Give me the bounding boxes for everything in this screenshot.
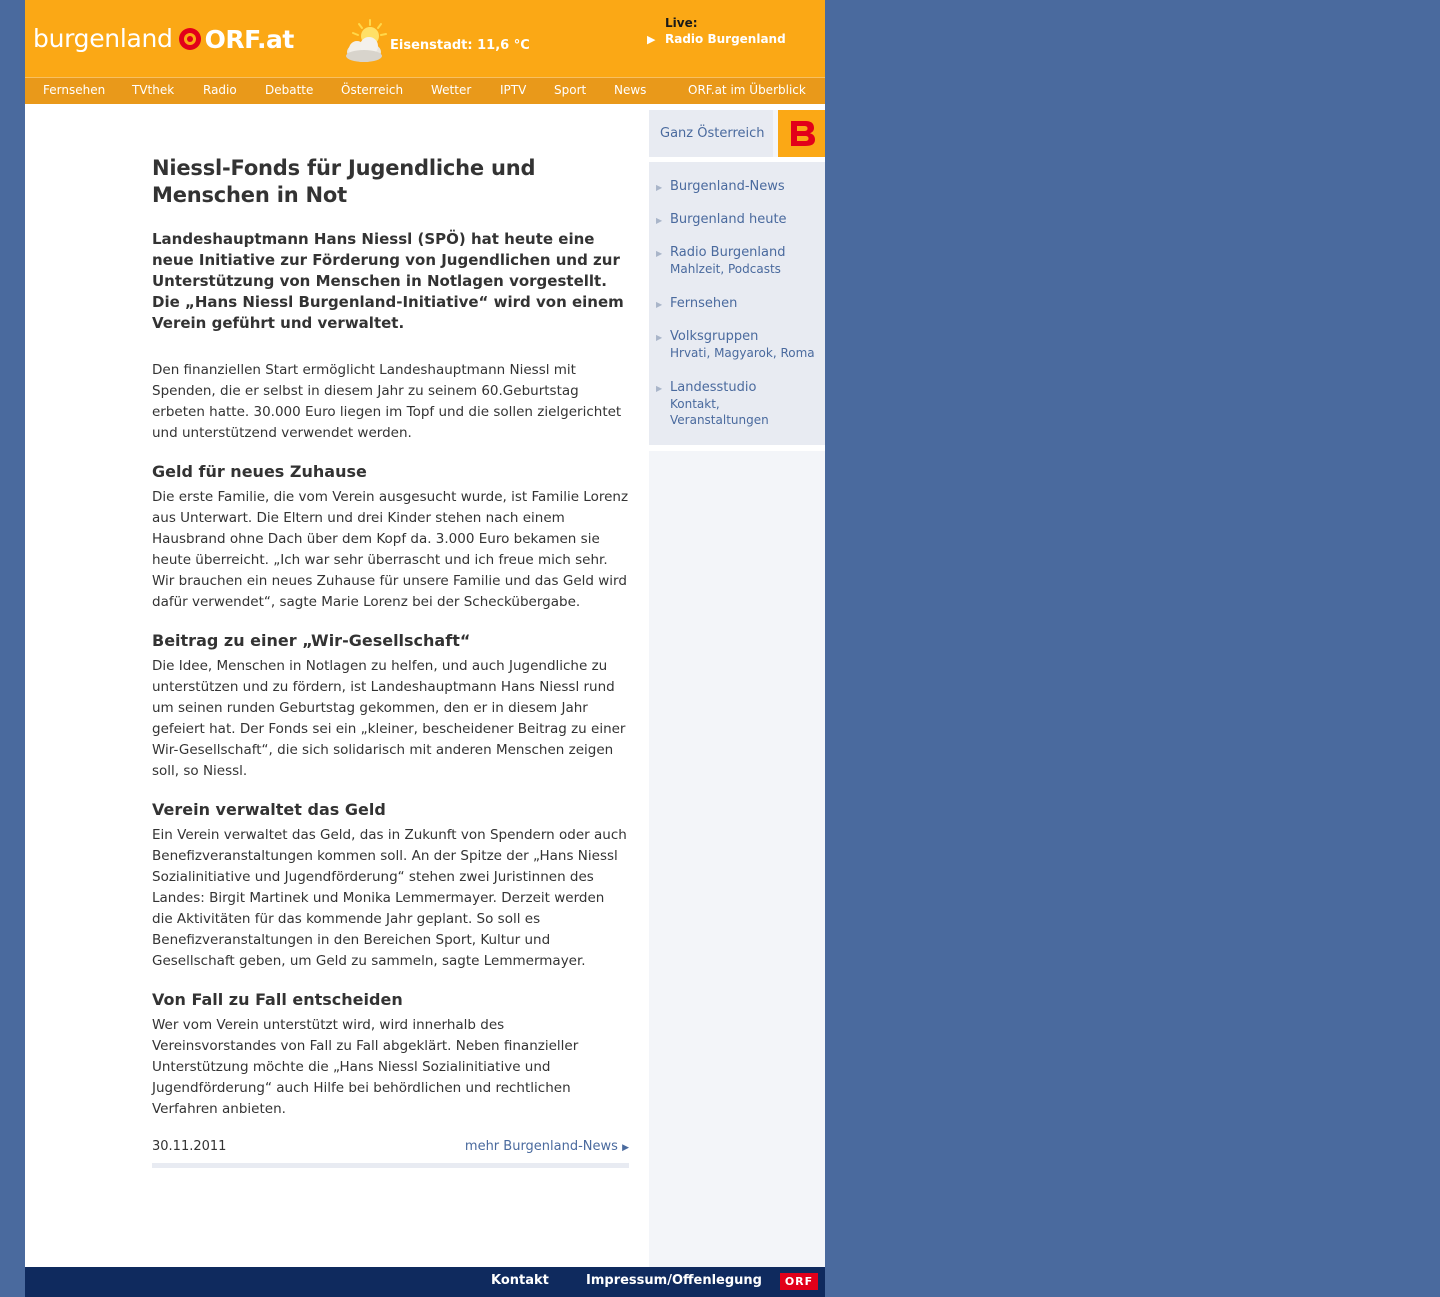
article-intro: Den finanziellen Start ermöglicht Landeshauptmann Niessl mit Spenden, die er selbst in diesem Jahr zu seinem 60.Geburtstag erbeten hatte. 30.000 Euro liegen im Topf und die sollen zielgerichtet und unterstützend verwendet werden. (152, 362, 622, 441)
article (152, 155, 629, 1168)
bullet-arrow-icon: ▶ (656, 216, 663, 225)
live-label: Live: (665, 16, 698, 30)
sidebar-item-label: Radio Burgenland (670, 245, 786, 260)
orf-eye-icon (179, 28, 201, 50)
section-heading: Von Fall zu Fall entscheiden (152, 990, 403, 1009)
footer (25, 1267, 825, 1297)
sidebar-item-sub: Mahlzeit, Podcasts (670, 262, 781, 276)
sidebar-item-fernsehen[interactable] (656, 295, 738, 312)
play-arrow-icon: ▶ (647, 33, 656, 46)
more-news-link[interactable] (465, 1139, 629, 1154)
sidebar-item-landesstudio[interactable] (656, 379, 810, 428)
nav-tvthek[interactable]: TVthek (132, 83, 175, 97)
section-text: Ein Verein verwaltet das Geld, das in Zukunft von Spendern oder auch Benefizveranstaltungen kommen soll. An der Spitze der „Hans Niessl Sozialinitiative und Jugendförderung“ stehen zwei Juristinnen des Landes: Birgit Martinek und Monika Lemmermayer. Derzeit werden die Aktivitäten für das kommende Jahr geplant. So soll es Benefizveranstaltungen in den Bereichen Sport, Kultur und Gesellschaft geben, um Geld zu sammeln, sagte Lemmermayer. (152, 827, 627, 969)
orf-wordmark (205, 25, 294, 54)
live-radio (647, 16, 786, 46)
bullet-arrow-icon: ▶ (656, 300, 663, 309)
nav-fernsehen[interactable]: Fernsehen (43, 83, 106, 97)
nav-debatte[interactable]: Debatte (265, 83, 314, 97)
sidebar-item-label: Burgenland-News (670, 179, 785, 194)
bullet-arrow-icon: ▶ (656, 249, 663, 258)
orf-footer-logo[interactable]: ORF (780, 1273, 818, 1290)
section-text: Die Idee, Menschen in Notlagen zu helfen, und auch Jugendliche zu unterstützen und zu fördern, ist Landeshauptmann Hans Niessl rund um seinen runden Geburtstag gekommen, den er in diesem Jahr gefeiert hat. Der Fonds sei ein „kleiner, bescheidener Beitrag zu einer Wir-Gesellschaft“, die sich solidarisch mit anderen Menschen zeigen soll, so Niessl. (152, 658, 626, 779)
section-heading: Beitrag zu einer „Wir-Gesellschaft“ (152, 631, 471, 650)
sidebar-item-label: Landesstudio (670, 380, 757, 395)
footer-kontakt-link[interactable]: Kontakt (491, 1273, 549, 1288)
sidebar-item-sub: Hrvati, Magyarok, Roma (670, 346, 815, 360)
orf-wordmark-main: ORF (204, 24, 258, 54)
nav-oesterreich[interactable]: Österreich (341, 83, 404, 97)
nav-news[interactable]: News (614, 83, 647, 97)
sidebar-item-label: Fernsehen (670, 296, 738, 311)
weather-text: Eisenstadt: 11,6 °C (390, 37, 530, 53)
nav-radio[interactable]: Radio (203, 83, 237, 97)
header (25, 0, 825, 77)
sidebar-item-burgenland-news[interactable] (656, 178, 785, 195)
article-footer (152, 1139, 629, 1168)
brand-name: burgenland (33, 24, 173, 53)
sidebar-item-radio-burgenland[interactable] (656, 244, 786, 277)
nav-iptv[interactable]: IPTV (500, 83, 527, 97)
article-title: Niessl-Fonds für Jugendliche und Menschen in Not (152, 156, 536, 207)
arrow-right-icon: ▶ (622, 1143, 629, 1153)
nav-orf-ueberblick[interactable]: ORF.at im Überblick (688, 83, 806, 97)
bullet-arrow-icon: ▶ (656, 333, 663, 342)
sidebar-item-label: Burgenland heute (670, 212, 787, 227)
site-container (25, 0, 825, 1297)
sidebar-menu (649, 162, 825, 445)
partly-cloudy-icon (340, 18, 388, 66)
sidebar-item-volksgruppen[interactable] (656, 328, 815, 361)
top-navigation (25, 77, 825, 104)
nav-sport[interactable]: Sport (554, 83, 587, 97)
article-date: 30.11.2011 (152, 1139, 227, 1154)
section-heading: Verein verwaltet das Geld (152, 800, 386, 819)
section-heading: Geld für neues Zuhause (152, 462, 367, 481)
tab-ganz-oesterreich[interactable]: Ganz Österreich (649, 110, 773, 157)
section-text: Wer vom Verein unterstützt wird, wird innerhalb des Vereinsvorstandes von Fall zu Fall abgeklärt. Neben finanzieller Unterstützung möchte die „Hans Niessl Sozialinitiative und Jugendförderung“ auch Hilfe bei behördlichen und rechtlichen Verfahren anbieten. (152, 1017, 579, 1117)
live-station: Radio Burgenland (665, 32, 786, 46)
bullet-arrow-icon: ▶ (656, 183, 663, 192)
section-text: Die erste Familie, die vom Verein ausgesucht wurde, ist Familie Lorenz aus Unterwart. Die Eltern und drei Kinder stehen nach einem Hausbrand ohne Dach über dem Kopf da. 3.000 Euro bekamen sie heute überreicht. „Ich war sehr überrascht und ich freue mich sehr. Wir brauchen ein neues Zuhause für unsere Familie und das Geld wird dafür verwendet“, sagte Marie Lorenz bei der Scheckübergabe. (152, 489, 629, 610)
weather-widget[interactable] (340, 18, 530, 66)
nav-wetter[interactable]: Wetter (431, 83, 472, 97)
more-news-label: mehr Burgenland-News (464, 1139, 618, 1154)
sidebar-item-label: Volksgruppen (670, 329, 759, 344)
bullet-arrow-icon: ▶ (656, 384, 663, 393)
live-radio-link[interactable] (647, 32, 786, 46)
footer-impressum-link[interactable]: Impressum/Offenlegung (586, 1273, 762, 1288)
burgenland-orf-logo[interactable] (33, 22, 294, 56)
article-lead: Landeshauptmann Hans Niessl (SPÖ) hat heute eine neue Initiative zur Förderung von Jugendlichen und zur Unterstützung von Menschen in Notlagen vorgestellt. Die „Hans Niessl Burgenland-Initiative“ wird von einem Verein geführt und verwaltet. (152, 230, 624, 332)
sidebar-item-sub: Kontakt, Veranstaltungen (670, 397, 769, 427)
sidebar-separator (649, 445, 825, 451)
burgenland-b-logo[interactable] (778, 110, 825, 157)
orf-wordmark-tld: .at (257, 24, 294, 54)
sidebar-item-burgenland-heute[interactable] (656, 211, 787, 228)
